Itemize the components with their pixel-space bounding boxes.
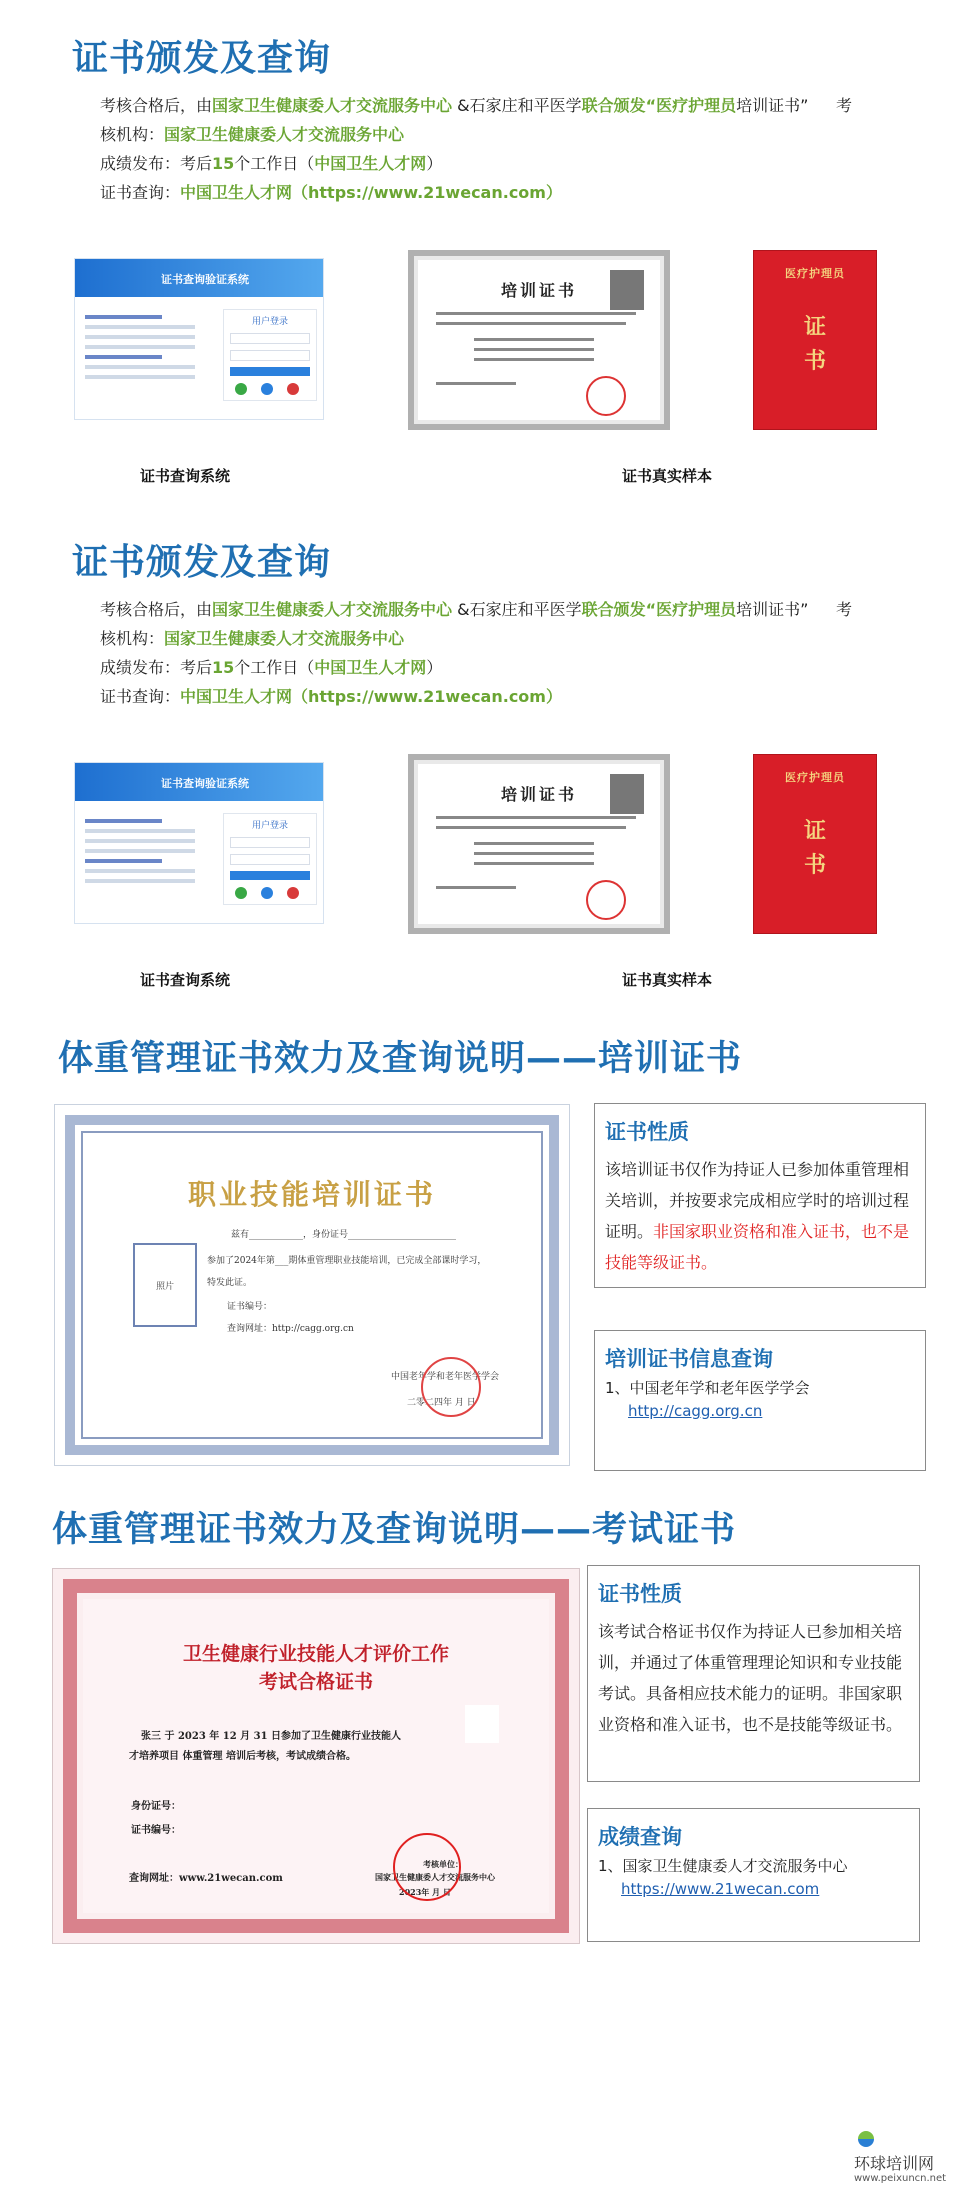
pc-id: 身份证号： [131,1801,181,1812]
green-dot-icon [235,887,247,899]
line3-site: 中国卫生人才网 [314,658,427,677]
section3-heading: 体重管理证书效力及查询说明——培训证书 [58,1039,743,1079]
vc-org: 中国老年学和老年医学学会 [391,1372,500,1382]
training-cert-query-item: 1、中国老年学和老年医学学会 [605,1379,810,1397]
site-logo-icon [858,2131,874,2147]
section1-line1 [100,93,808,116]
blue-dot-icon [261,383,273,395]
line3-num: 15 [212,154,235,173]
vc-query: 查询网址：http://cagg.org.cn [227,1324,354,1334]
cert-photo-placeholder [610,270,644,310]
line4-value: 中国卫生人才网（https://www.21wecan.com） [180,183,562,202]
pc-date: 2023年 月 日 [399,1887,451,1897]
footer-url: www.peixuncn.net [854,2173,947,2184]
line1-post: 培训证书” [736,600,809,619]
line1-pre: 考核合格后，由 [100,600,213,619]
score-query-box [587,1808,920,1942]
blue-dot-icon [261,887,273,899]
line2-label: 核机构： [100,125,165,144]
red-dot-icon [287,383,299,395]
red-certificate-booklet [753,754,877,934]
query-system-login-label: 用户登录 [251,821,288,831]
vc-line1: 兹有____________，身份证号________________________ [231,1230,457,1240]
pc-title2: 考试合格证书 [258,1671,373,1693]
footer-brand: 环球培训网 [854,2154,935,2173]
score-query-item: 1、国家卫生健康委人才交流服务中心 [598,1857,848,1875]
section2-line4 [100,684,562,707]
vc-cert-no: 证书编号： [227,1302,273,1312]
training-certificate-sample [408,250,670,430]
training-certificate-image [54,1104,570,1466]
query-system-screenshot [74,762,324,924]
section2-line2 [100,626,404,649]
line3-mid: 个工作日（ [234,154,315,173]
section1-heading: 证书颁发及查询 [72,38,332,79]
line3-mid: 个工作日（ [234,658,315,677]
caption-cert-sample: 证书真实样本 [622,467,713,485]
cert-seal-icon [586,880,626,920]
line1-org: 国家卫生健康委人才交流服务中心 [212,96,453,115]
query-system-notes [85,813,195,889]
wecan-link[interactable]: https://www.21wecan.com [621,1880,820,1898]
line1-post: 培训证书” [736,96,809,115]
line2-value: 国家卫生健康委人才交流服务中心 [164,629,405,648]
vc-seal-icon [421,1357,481,1417]
pc-query: 查询网址：www.21wecan.com [129,1873,283,1884]
cert-photo-placeholder [610,774,644,814]
line3-label: 成绩发布：考后 [100,154,213,173]
caption-query-system: 证书查询系统 [140,971,231,989]
pc-cert-no: 证书编号： [131,1825,181,1836]
training-certificate-sample [408,754,670,934]
booklet-title: 医疗护理员 [785,267,845,280]
pc-photo-box [465,1705,499,1743]
booklet-main: 证书 [803,315,826,374]
training-cert-query-title: 培训证书信息查询 [605,1347,773,1371]
vc-photo-box [133,1243,197,1327]
training-cert-query-box [594,1330,926,1471]
line1-mid: &石家庄和平医学 [452,96,582,115]
query-system-screenshot [74,258,324,420]
exam-cert-nature-box [587,1565,920,1782]
line1-issue: 联合颁发“医疗护理员 [581,600,737,619]
section1-line2 [100,122,404,145]
booklet-main: 证书 [803,819,826,878]
vc-photo-label: 照片 [155,1281,174,1292]
training-cert-nature-plain: 该培训证书仅作为持证人已参加体重管理相关培训，并按要求完成相应学时的培训过程证明。 [605,1160,910,1241]
vc-date: 二零二四年 月 日 [407,1398,476,1408]
training-cert-nature-box [594,1103,926,1288]
section1-line1-tail: 考 [836,96,853,115]
query-system-header [75,763,323,801]
section1-line4 [100,180,562,203]
training-cert-nature-text [605,1154,917,1278]
section2-line1-tail: 考 [836,600,853,619]
vc-line3: 特发此证。 [207,1278,253,1288]
exam-cert-nature-title: 证书性质 [598,1582,682,1606]
line3-post: ） [426,154,443,173]
line4-value: 中国卫生人才网（https://www.21wecan.com） [180,687,562,706]
cert-seal-icon [586,376,626,416]
pc-issuer1: 考核单位： [423,1859,463,1869]
pc-seal-icon [393,1833,461,1901]
query-system-title: 证书查询验证系统 [161,777,249,790]
section2-line1 [100,597,808,620]
line1-pre: 考核合格后，由 [100,96,213,115]
exam-cert-nature-text: 该考试合格证书仅作为持证人已参加相关培训，并通过了体重管理理论知识和专业技能考试。具备相应技术能力的证明。非国家职业资格和准入证书，也不是技能等级证书。 [598,1622,903,1734]
line3-site: 中国卫生人才网 [314,154,427,173]
training-cert-title: 培训证书 [500,281,577,300]
training-cert-nature-title: 证书性质 [605,1120,689,1144]
line4-label: 证书查询： [100,687,181,706]
section2-line3 [100,655,442,678]
query-system-title: 证书查询验证系统 [161,273,249,286]
pc-title1: 卫生健康行业技能人才评价工作 [182,1643,449,1665]
green-dot-icon [235,383,247,395]
section1-line3 [100,151,442,174]
pc-line1: 张三 于 2023 年 12 月 31 日参加了卫生健康行业技能人 [141,1731,402,1742]
booklet-title: 医疗护理员 [785,771,845,784]
training-cert-nature-red: 非国家职业资格和准入证书，也不是技能等级证书。 [605,1222,910,1272]
vc-title: 职业技能培训证书 [187,1178,436,1211]
line2-value: 国家卫生健康委人才交流服务中心 [164,125,405,144]
red-certificate-booklet [753,250,877,430]
pc-line2: 才培养项目 体重管理 培训后考核，考试成绩合格。 [129,1751,356,1762]
pc-issuer2: 国家卫生健康委人才交流服务中心 [375,1872,495,1882]
line3-num: 15 [212,658,235,677]
exam-certificate-image [52,1568,580,1944]
line3-label: 成绩发布：考后 [100,658,213,677]
red-dot-icon [287,887,299,899]
section2-heading: 证书颁发及查询 [72,542,332,583]
line2-label: 核机构： [100,629,165,648]
query-system-notes [85,309,195,385]
section4-heading: 体重管理证书效力及查询说明——考试证书 [52,1510,737,1550]
caption-cert-sample: 证书真实样本 [622,971,713,989]
line1-issue: 联合颁发“医疗护理员 [581,96,737,115]
query-system-login-label: 用户登录 [251,317,288,327]
vc-line2: 参加了2024年第___期体重管理职业技能培训，已完成全部课时学习， [207,1256,487,1266]
line4-label: 证书查询： [100,183,181,202]
line3-post: ） [426,658,443,677]
score-query-title: 成绩查询 [598,1825,682,1849]
query-system-header [75,259,323,297]
training-cert-title: 培训证书 [500,785,577,804]
line1-org: 国家卫生健康委人才交流服务中心 [212,600,453,619]
cagg-link[interactable]: http://cagg.org.cn [628,1402,763,1420]
caption-query-system: 证书查询系统 [140,467,231,485]
line1-mid: &石家庄和平医学 [452,600,582,619]
